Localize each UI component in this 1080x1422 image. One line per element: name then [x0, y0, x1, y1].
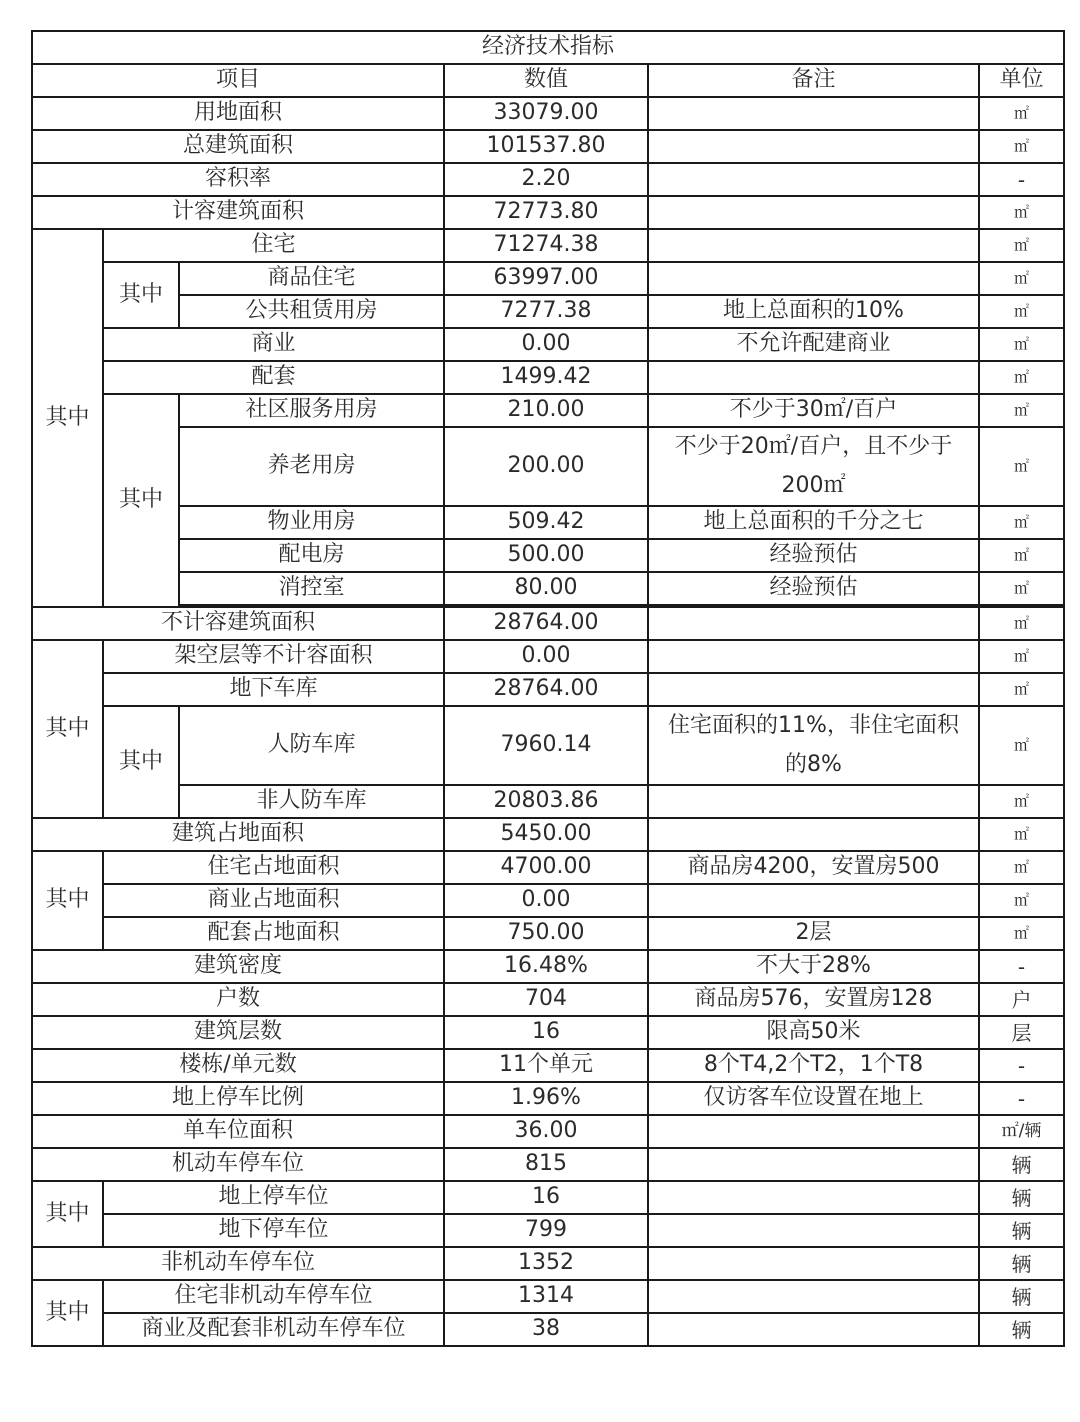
row-unit: ㎡	[979, 572, 1064, 605]
row-note	[648, 1280, 979, 1313]
row-note: 经验预估	[648, 572, 979, 605]
row-unit: 辆	[979, 1280, 1064, 1313]
watermark-overlay	[790, 1362, 1050, 1388]
table-row	[32, 607, 1064, 640]
row-item: 商业占地面积	[103, 884, 444, 917]
table-row	[32, 130, 1064, 163]
row-unit: ㎡	[979, 917, 1064, 950]
row-item: 住宅	[103, 229, 444, 262]
row-unit: ㎡	[979, 640, 1064, 673]
row-value: 72773.80	[444, 196, 648, 229]
row-note	[648, 673, 979, 706]
table-row	[32, 1247, 1064, 1280]
row-note	[648, 785, 979, 818]
row-value: 33079.00	[444, 97, 648, 130]
row-value: 0.00	[444, 884, 648, 917]
table-title: 经济技术指标	[32, 31, 1064, 64]
group-label: 其中	[32, 851, 103, 950]
row-item: 物业用房	[179, 506, 444, 539]
group-label: 其中	[32, 640, 103, 818]
table-row	[32, 785, 1064, 818]
table-row	[32, 196, 1064, 229]
row-item: 非机动车停车位	[32, 1247, 444, 1280]
table-row	[32, 97, 1064, 130]
group-label: 其中	[32, 229, 103, 607]
row-note: 仅访客车位设置在地上	[648, 1082, 979, 1115]
row-unit: 层	[979, 1016, 1064, 1049]
row-value: 101537.80	[444, 130, 648, 163]
table-row	[32, 851, 1064, 884]
table-row	[32, 1049, 1064, 1082]
row-note	[648, 97, 979, 130]
row-value: 1352	[444, 1247, 648, 1280]
row-unit: ㎡	[979, 706, 1064, 785]
row-item: 养老用房	[179, 427, 444, 506]
row-value: 7960.14	[444, 706, 648, 785]
row-item: 配套	[103, 361, 444, 394]
row-note: 商品房4200，安置房500	[648, 851, 979, 884]
row-value: 2.20	[444, 163, 648, 196]
row-item: 地上停车位	[103, 1181, 444, 1214]
row-value: 28764.00	[444, 673, 648, 706]
header-unit: 单位	[979, 64, 1064, 97]
row-value: 71274.38	[444, 229, 648, 262]
row-value: 500.00	[444, 539, 648, 572]
row-unit: -	[979, 1082, 1064, 1115]
row-item: 用地面积	[32, 97, 444, 130]
row-value: 36.00	[444, 1115, 648, 1148]
row-unit: 辆	[979, 1181, 1064, 1214]
row-note	[648, 607, 979, 640]
table-row	[32, 917, 1064, 950]
row-note	[648, 163, 979, 196]
row-item: 容积率	[32, 163, 444, 196]
row-item: 消控室	[179, 572, 444, 605]
row-note	[648, 1313, 979, 1346]
table-row	[32, 1082, 1064, 1115]
row-unit: -	[979, 1049, 1064, 1082]
row-value: 0.00	[444, 640, 648, 673]
row-note	[648, 1214, 979, 1247]
row-unit: ㎡	[979, 851, 1064, 884]
row-value: 0.00	[444, 328, 648, 361]
row-value: 704	[444, 983, 648, 1016]
row-value: 63997.00	[444, 262, 648, 295]
row-value: 210.00	[444, 394, 648, 427]
table-row	[32, 506, 1064, 539]
group-label: 其中	[32, 1181, 103, 1247]
row-unit: ㎡/辆	[979, 1115, 1064, 1148]
table-row	[32, 818, 1064, 851]
table-row	[32, 1016, 1064, 1049]
row-unit: ㎡	[979, 427, 1064, 506]
row-note	[648, 130, 979, 163]
row-unit: 辆	[979, 1247, 1064, 1280]
row-item: 非人防车库	[179, 785, 444, 818]
row-note: 经验预估	[648, 539, 979, 572]
table-row	[32, 1214, 1064, 1247]
row-item: 社区服务用房	[179, 394, 444, 427]
row-value: 16	[444, 1016, 648, 1049]
row-value: 1.96%	[444, 1082, 648, 1115]
row-value: 815	[444, 1148, 648, 1181]
row-unit: ㎡	[979, 394, 1064, 427]
row-item: 地下停车位	[103, 1214, 444, 1247]
table-row	[32, 706, 1064, 785]
row-unit: ㎡	[979, 328, 1064, 361]
row-unit: ㎡	[979, 97, 1064, 130]
table-row	[32, 361, 1064, 394]
header-note: 备注	[648, 64, 979, 97]
row-unit: ㎡	[979, 262, 1064, 295]
row-item: 总建筑面积	[32, 130, 444, 163]
row-item: 商业及配套非机动车停车位	[103, 1313, 444, 1346]
row-note	[648, 1148, 979, 1181]
row-item: 住宅非机动车停车位	[103, 1280, 444, 1313]
row-note	[648, 884, 979, 917]
row-item: 住宅占地面积	[103, 851, 444, 884]
row-value: 5450.00	[444, 818, 648, 851]
subgroup-label: 其中	[103, 262, 179, 328]
header-value: 数值	[444, 64, 648, 97]
row-value: 750.00	[444, 917, 648, 950]
table-row	[32, 640, 1064, 673]
row-value: 1499.42	[444, 361, 648, 394]
row-unit: ㎡	[979, 196, 1064, 229]
table-row	[32, 394, 1064, 427]
row-note: 住宅面积的11%，非住宅面积的8%	[648, 706, 979, 785]
table-row	[32, 1148, 1064, 1181]
table-row	[32, 328, 1064, 361]
row-item: 户数	[32, 983, 444, 1016]
table-header-row	[32, 64, 1064, 97]
row-unit: -	[979, 950, 1064, 983]
table-row	[32, 262, 1064, 295]
row-item: 人防车库	[179, 706, 444, 785]
row-value: 20803.86	[444, 785, 648, 818]
row-item: 建筑密度	[32, 950, 444, 983]
row-unit: ㎡	[979, 506, 1064, 539]
header-item: 项目	[32, 64, 444, 97]
row-unit: ㎡	[979, 785, 1064, 818]
row-item: 公共租赁用房	[179, 295, 444, 328]
row-unit: 辆	[979, 1148, 1064, 1181]
row-unit: 辆	[979, 1313, 1064, 1346]
row-note: 地上总面积的10%	[648, 295, 979, 328]
row-note	[648, 640, 979, 673]
row-value: 11个单元	[444, 1049, 648, 1082]
row-note	[648, 1247, 979, 1280]
row-note: 不大于28%	[648, 950, 979, 983]
row-item: 建筑占地面积	[32, 818, 444, 851]
economic-technical-indicators-table	[31, 30, 1064, 1347]
row-item: 楼栋/单元数	[32, 1049, 444, 1082]
table-row	[32, 163, 1064, 196]
row-value: 509.42	[444, 506, 648, 539]
row-unit: ㎡	[979, 130, 1064, 163]
row-item: 不计容建筑面积	[32, 607, 444, 640]
table-row	[32, 295, 1064, 328]
row-note: 不少于30㎡/百户	[648, 394, 979, 427]
row-item: 地上停车比例	[32, 1082, 444, 1115]
table-title-row	[32, 31, 1064, 64]
row-value: 16	[444, 1181, 648, 1214]
table-row	[32, 572, 1064, 605]
row-item: 商品住宅	[179, 262, 444, 295]
row-value: 38	[444, 1313, 648, 1346]
row-note	[648, 818, 979, 851]
row-unit: ㎡	[979, 229, 1064, 262]
row-unit: -	[979, 163, 1064, 196]
row-note: 商品房576，安置房128	[648, 983, 979, 1016]
row-value: 7277.38	[444, 295, 648, 328]
table-row	[32, 427, 1064, 506]
row-value: 1314	[444, 1280, 648, 1313]
table-row	[32, 950, 1064, 983]
table-row	[32, 673, 1064, 706]
row-value: 16.48%	[444, 950, 648, 983]
row-item: 机动车停车位	[32, 1148, 444, 1181]
row-item: 配套占地面积	[103, 917, 444, 950]
row-value: 28764.00	[444, 607, 648, 640]
subgroup-label: 其中	[103, 394, 179, 607]
row-item: 架空层等不计容面积	[103, 640, 444, 673]
row-item: 配电房	[179, 539, 444, 572]
row-item: 计容建筑面积	[32, 196, 444, 229]
group-label: 其中	[32, 1280, 103, 1346]
table-row	[32, 1181, 1064, 1214]
row-unit: ㎡	[979, 607, 1064, 640]
row-unit: ㎡	[979, 361, 1064, 394]
row-value: 80.00	[444, 572, 648, 605]
row-item: 单车位面积	[32, 1115, 444, 1148]
table-row	[32, 884, 1064, 917]
row-item: 建筑层数	[32, 1016, 444, 1049]
row-value: 799	[444, 1214, 648, 1247]
row-note	[648, 229, 979, 262]
row-value: 4700.00	[444, 851, 648, 884]
row-unit: 辆	[979, 1214, 1064, 1247]
table-row	[32, 229, 1064, 262]
row-note	[648, 361, 979, 394]
table-row	[32, 983, 1064, 1016]
row-unit: ㎡	[979, 295, 1064, 328]
row-note: 2层	[648, 917, 979, 950]
row-note	[648, 196, 979, 229]
row-value: 200.00	[444, 427, 648, 506]
row-note: 限高50米	[648, 1016, 979, 1049]
row-note: 8个T4,2个T2，1个T8	[648, 1049, 979, 1082]
row-note	[648, 1181, 979, 1214]
row-unit: 户	[979, 983, 1064, 1016]
table-row	[32, 539, 1064, 572]
row-note: 不允许配建商业	[648, 328, 979, 361]
row-item: 商业	[103, 328, 444, 361]
row-note	[648, 262, 979, 295]
row-note: 地上总面积的千分之七	[648, 506, 979, 539]
table-row	[32, 1313, 1064, 1346]
table-row	[32, 1115, 1064, 1148]
row-note: 不少于20㎡/百户，且不少于200㎡	[648, 427, 979, 506]
row-unit: ㎡	[979, 884, 1064, 917]
table-row	[32, 1280, 1064, 1313]
row-item: 地下车库	[103, 673, 444, 706]
row-note	[648, 1115, 979, 1148]
subgroup-label: 其中	[103, 706, 179, 818]
row-unit: ㎡	[979, 539, 1064, 572]
row-unit: ㎡	[979, 673, 1064, 706]
row-unit: ㎡	[979, 818, 1064, 851]
